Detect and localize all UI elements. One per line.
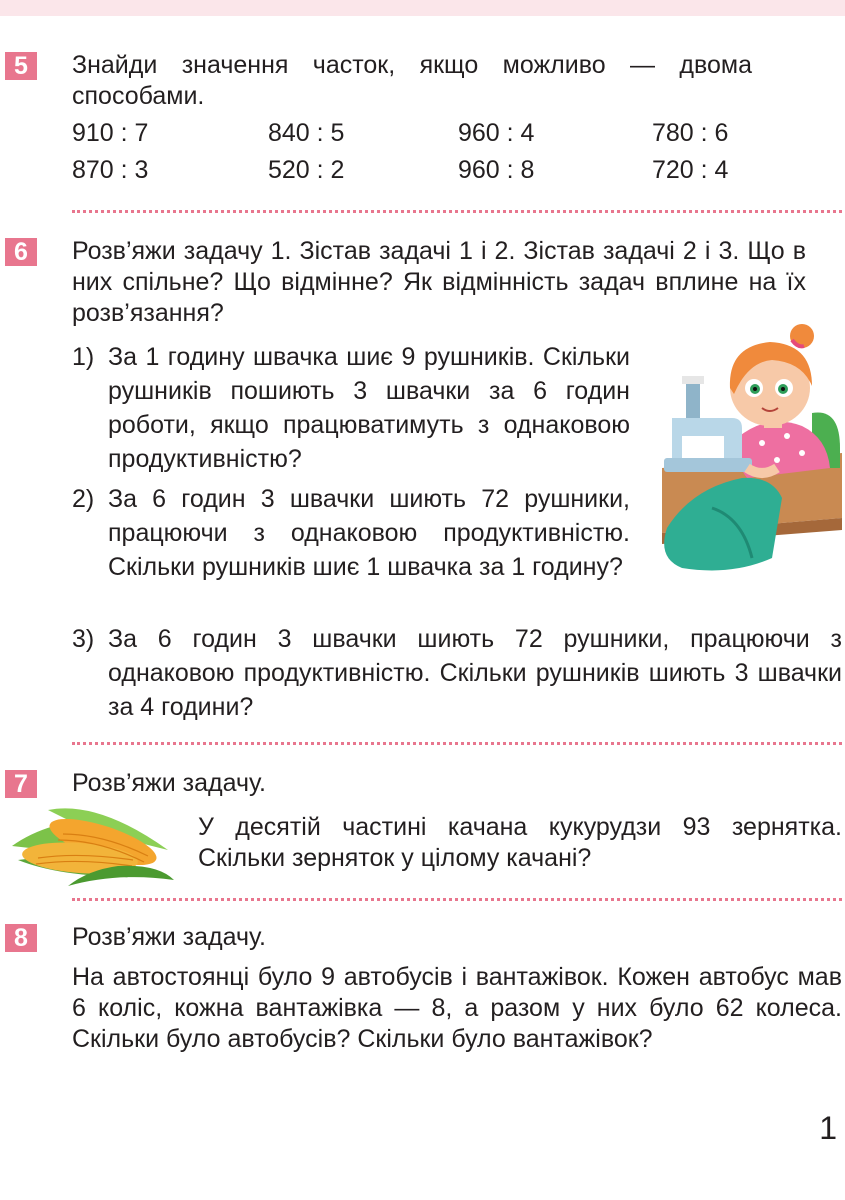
task-8-number: 8 [5, 924, 37, 952]
task-5-text: Знайди значення часток, якщо можливо — двома способами. [72, 51, 752, 110]
task-5-expression: 840 : 5 [268, 119, 345, 147]
task-5-expression: 960 : 8 [458, 156, 535, 184]
task-7-title: Розв’яжи задачу. [72, 769, 266, 797]
list-marker: 3) [72, 625, 95, 653]
task-6-item-2: За 6 годин 3 швачки шиють 72 рушники, працюючи з однаковою продуктивністю. Скільки рушників шиє 1 швачка за 1 годину? [108, 485, 630, 581]
task-5-expression: 910 : 7 [72, 119, 149, 147]
corn-illustration [8, 800, 176, 890]
task-5-number: 5 [5, 52, 37, 80]
task-8-title: Розв’яжи задачу. [72, 923, 266, 951]
task-7-text: У десятій частині качана кукурудзи 93 зернятка. Скільки зерняток у цілому качані? [198, 813, 842, 872]
task-5-expression: 870 : 3 [72, 156, 149, 184]
list-marker: 1) [72, 343, 95, 371]
task-6-item-3: За 6 годин 3 швачки шиють 72 рушники, працюючи з однаковою продуктивністю. Скільки рушників шиють 3 швачки за 4 години? [108, 625, 842, 721]
top-band [0, 0, 845, 16]
list-marker: 2) [72, 485, 95, 513]
task-6-text: Розв’яжи задачу 1. Зістав задачі 1 і 2. Зістав задачі 2 і 3. Що в них спільне? Що відмінне? Як відмінність задач вплине на їх розв’язання? [72, 237, 806, 327]
task-5-expression: 520 : 2 [268, 156, 345, 184]
seamstress-illustration [652, 318, 842, 576]
task-5-expression: 780 : 6 [652, 119, 729, 147]
page-number: 1 [819, 1110, 837, 1146]
task-6-number: 6 [5, 238, 37, 266]
dotted-separator [72, 742, 842, 745]
dotted-separator [72, 898, 842, 901]
dotted-separator [72, 210, 842, 213]
task-8-text: На автостоянці було 9 автобусів і вантажівок. Кожен автобус мав 6 коліс, кожна вантажівка — 8, а разом у них було 62 колеса. Скільки було автобусів? Скільки було вантажівок? [72, 963, 842, 1053]
task-5-expression: 960 : 4 [458, 119, 535, 147]
task-5-expression: 720 : 4 [652, 156, 729, 184]
task-7-number: 7 [5, 770, 37, 798]
task-6-item-1: За 1 годину швачка шиє 9 рушників. Скільки рушників пошиють 3 швачки за 6 годин роботи, якщо працюватимуть з однаковою продуктивністю? [108, 343, 630, 473]
